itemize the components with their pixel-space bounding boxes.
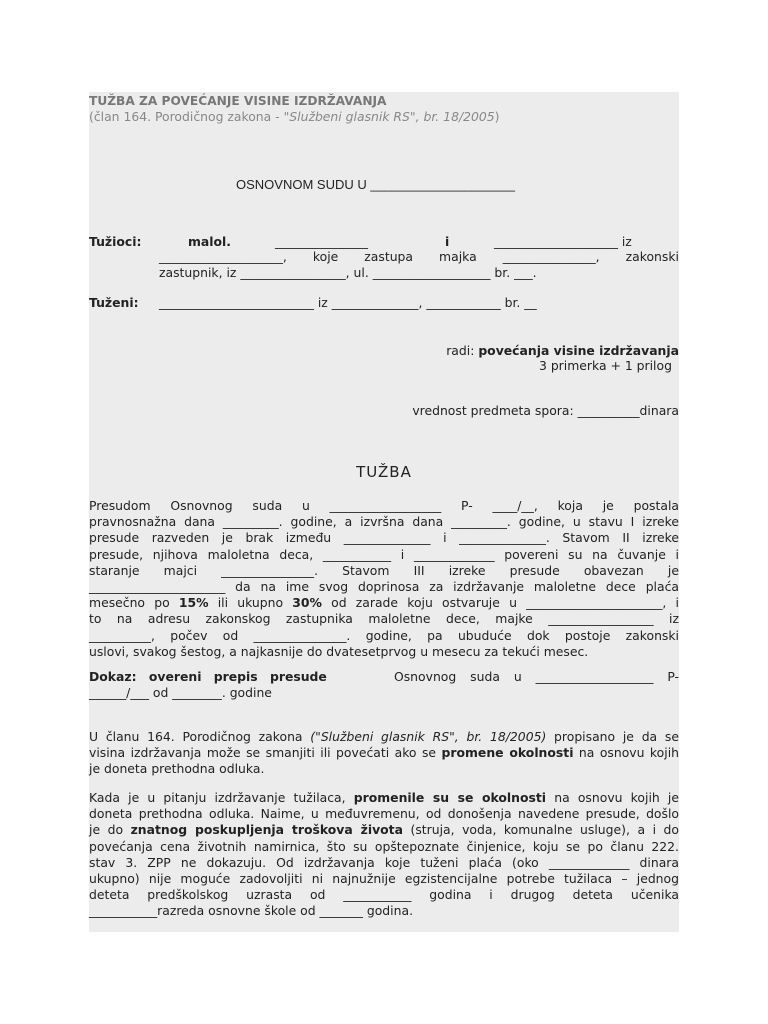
paragraph-line: je doneta prethodna odluka. <box>89 761 265 777</box>
plaintiffs-name-2: ____________________ iz <box>494 234 632 249</box>
defendant-line: _________________________ iz ______________, ____________ br. __ <box>159 295 537 310</box>
lawsuit-heading: TUŽBA <box>356 463 412 481</box>
defendant-label: Tuženi: <box>89 295 139 310</box>
paragraph-line: __________, počev od _______________. godine, pa ubuduće dok postoje zakonski <box>89 627 679 643</box>
paragraph-line: staranje majci _______________. Stavom III izreke presude obavezan je <box>89 562 679 578</box>
claim-paragraph <box>89 498 679 659</box>
percent-15: 15% <box>178 595 209 611</box>
plaintiffs-line-3: zastupnik, iz _________________, ul. ___________________ br. ___. <box>159 265 537 280</box>
plaintiffs-and: i <box>445 234 450 249</box>
plaintiffs-line-2: ____________________, koje zastupa majka _______________, zakonski <box>159 249 679 264</box>
paragraph-line: to na adresu zakonskog zastupnika maloletne dece, majke _________________ iz <box>89 611 679 627</box>
paragraph-line <box>89 595 679 611</box>
paragraph-line: stav 3. ZPP ne dokazuju. Od izdržavanja koje tuženi plaća (oko _____________ dinara <box>89 854 679 870</box>
paragraph-line <box>89 822 679 838</box>
text-run: je do <box>89 822 131 838</box>
paragraph-line: presude razveden je brak između ______________ i ______________. Stavom II izreke <box>89 530 679 546</box>
cost-increase: znatnog poskupljenja troškova života <box>130 822 403 838</box>
document-title: TUŽBA ZA POVEĆANJE VISINE IZDRŽAVANJA <box>89 94 387 108</box>
paragraph-line: povećanja cena životnih namirnica, što su opštepoznate činjenice, koju se po članu 222. <box>89 838 679 854</box>
law-paragraph <box>89 729 679 777</box>
subtitle-close: ) <box>494 109 500 124</box>
circumstances-changed: promenile su se okolnosti <box>353 790 547 805</box>
subtitle-gazette: "Službeni glasnik RS", br. 18/2005 <box>283 109 495 124</box>
paragraph-line <box>89 790 679 806</box>
paragraph-line <box>89 745 679 761</box>
changed-circumstances: promene okolnosti <box>441 745 574 761</box>
court-address: OSNOVNOM SUDU U ____________________ <box>236 177 515 192</box>
paragraph-line: presude, njihova maloletna deca, ___________ i _____________ povereni su na čuvanje i <box>89 546 679 562</box>
text-run: Kada je u pitanju izdržavanje tužilaca, <box>89 790 354 805</box>
percent-30: 30% <box>292 595 322 611</box>
text-run: (struja, voda, komunalne usluge), a i do <box>402 822 679 838</box>
case-copies: 3 primerka + 1 prilog <box>539 358 672 373</box>
paragraph-line <box>89 729 679 745</box>
paragraph-line: ___________razreda osnovne škole od _______ godina. <box>89 903 414 919</box>
text-run: ili ukupno <box>208 595 293 611</box>
paragraph-line: ukupno) nije moguće zadovoljiti ni najnužnije egzistencijalne potrebe tužilaca – jednog <box>89 870 679 886</box>
document-subtitle <box>89 109 500 125</box>
paragraph-line: ______________________ da na ime svog doprinosa za izdržavanje maloletne dece plaća <box>89 578 679 594</box>
case-subject-label: radi: <box>446 343 479 358</box>
paragraph-line: pravnosnažna dana _________. godine, a izvršna dana _________. godine, u stavu I izreke <box>89 514 679 530</box>
plaintiffs-malol: malol. <box>188 234 231 249</box>
text-run: propisano je da se <box>546 729 679 744</box>
paragraph-line: Presudom Osnovnog suda u __________________ P- ____/__, koja je postala <box>89 498 679 513</box>
text-run: mesečno po <box>89 595 179 611</box>
case-subject <box>89 343 679 359</box>
plaintiffs-name-1: _______________ <box>275 234 368 249</box>
text-run: na osnovu kojih je <box>546 790 679 805</box>
evidence-label: Dokaz: overeni prepis presude <box>89 669 327 684</box>
paragraph-line: deteta predškolskog uzrasta od ___________ godina i drugog deteta učenika <box>89 887 679 903</box>
evidence-line-1 <box>89 669 679 685</box>
text-run: visina izdržavanja može se smanjiti ili povećati ako se <box>89 745 442 761</box>
text-run: od zarade koju ostvaruje u ______________________, i <box>321 595 679 611</box>
circumstances-paragraph <box>89 790 679 919</box>
paragraph-line: doneta prethodna odluka. Naime, u međuvremenu, od donošenja navedene presude, došlo <box>89 806 679 822</box>
plaintiffs-label: Tužioci: <box>89 234 142 249</box>
case-subject-value: povećanja visine izdržavanja <box>478 343 679 358</box>
case-value: vrednost predmeta spora: __________dinara <box>412 403 679 418</box>
gazette-citation: ("Službeni glasnik RS", br. 18/2005) <box>310 729 547 744</box>
text-run: na osnovu kojih <box>573 745 679 761</box>
paragraph-line: uslovi, svakog šestog, a najkasnije do dvatesetprvog u mesecu za tekući mesec. <box>89 643 589 659</box>
subtitle-text: (član 164. Porodičnog zakona - <box>89 109 284 124</box>
evidence-line-2: ______/___ od ________. godine <box>89 685 272 700</box>
text-run: U članu 164. Porodičnog zakona <box>89 729 311 744</box>
evidence-court: Osnovnog suda u ___________________ P- <box>393 669 679 684</box>
